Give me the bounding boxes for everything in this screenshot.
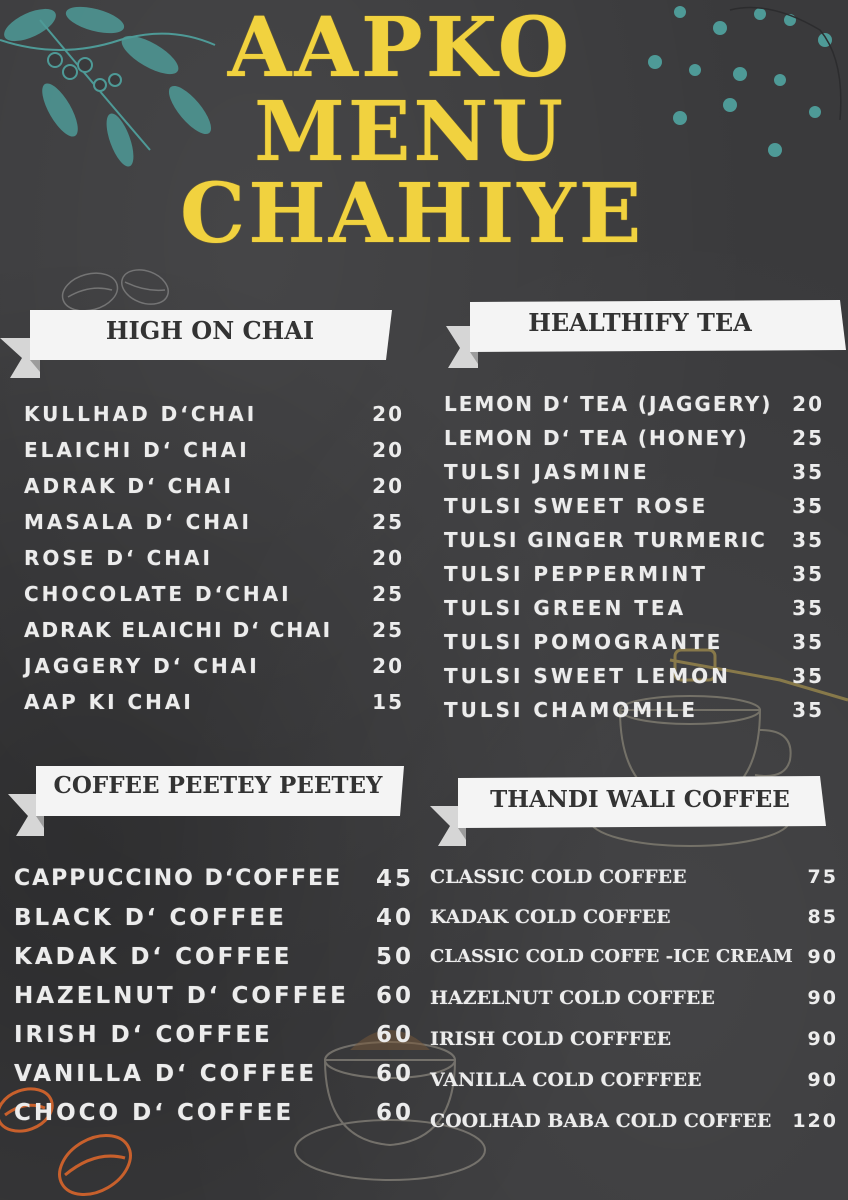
item-price: 25 (372, 618, 404, 642)
item-name: CLASSIC COLD COFFEE (430, 866, 687, 888)
item-name: ADRAK ELAICHI D‘ CHAI (24, 618, 333, 642)
coffee-beans-decoration (0, 1080, 150, 1200)
item-price: 20 (372, 402, 404, 426)
item-price: 50 (375, 944, 414, 970)
list-item (444, 494, 824, 520)
list-item (430, 987, 838, 1015)
item-name: CLASSIC COLD COFFE -ICE CREAM (430, 946, 793, 967)
item-name: CHOCO D‘ COFFEE (14, 1100, 295, 1126)
item-price: 90 (807, 946, 838, 968)
item-price: 90 (807, 1069, 838, 1091)
item-price: 25 (372, 582, 404, 606)
list-item (24, 618, 404, 644)
item-name: ELAICHI D‘ CHAI (24, 438, 250, 462)
item-name: VANILLA COLD COFFFEE (430, 1069, 702, 1091)
list-item (444, 392, 824, 418)
list-item (430, 946, 838, 974)
list-item (24, 582, 404, 608)
title-line-3: CHAHIYE (180, 166, 645, 262)
item-name: KULLHAD D‘CHAI (24, 402, 258, 426)
item-price: 20 (792, 392, 824, 416)
list-item (24, 474, 404, 500)
item-price: 85 (807, 906, 838, 928)
list-item (444, 460, 824, 486)
item-name: KADAK COLD COFFEE (430, 906, 671, 928)
list-item (14, 1100, 414, 1130)
item-price: 20 (372, 654, 404, 678)
list-item (14, 944, 414, 974)
item-price: 20 (372, 438, 404, 462)
item-price: 60 (375, 1100, 414, 1126)
item-name: LEMON D‘ TEA (JAGGERY) (444, 392, 773, 416)
item-price: 40 (375, 905, 414, 931)
item-price: 20 (372, 546, 404, 570)
item-name: TULSI GREEN TEA (444, 596, 687, 620)
item-name: COOLHAD BABA COLD COFFEE (430, 1110, 772, 1132)
list-item (444, 562, 824, 588)
list-item (24, 510, 404, 536)
item-price: 35 (792, 596, 824, 620)
item-name: LEMON D‘ TEA (HONEY) (444, 426, 749, 450)
list-item (430, 1110, 838, 1138)
item-name: MASALA D‘ CHAI (24, 510, 252, 534)
item-price: 35 (792, 630, 824, 654)
list-item (444, 630, 824, 656)
list-item (430, 906, 838, 934)
item-name: TULSI PEPPERMINT (444, 562, 708, 586)
item-price: 35 (792, 562, 824, 586)
list-item (24, 438, 404, 464)
item-price: 90 (807, 987, 838, 1009)
list-item (14, 983, 414, 1013)
item-name: BLACK D‘ COFFEE (14, 905, 287, 931)
section-heading-tea: HEALTHIFY TEA (528, 308, 752, 337)
item-name: VANILLA D‘ COFFEE (14, 1061, 318, 1087)
list-item (14, 905, 414, 935)
item-name: CAPPUCCINO D‘COFFEE (14, 866, 343, 891)
item-price: 35 (792, 460, 824, 484)
item-name: TULSI GINGER TURMERIC (444, 528, 767, 552)
list-item (430, 866, 838, 894)
list-item (24, 690, 404, 716)
item-price: 20 (372, 474, 404, 498)
item-name: JAGGERY D‘ CHAI (24, 654, 260, 678)
item-name: IRISH COLD COFFFEE (430, 1028, 672, 1050)
list-item (430, 1028, 838, 1056)
item-name: ADRAK D‘ CHAI (24, 474, 234, 498)
list-item (444, 698, 824, 724)
list-item (444, 664, 824, 690)
list-item (430, 1069, 838, 1097)
item-name: IRISH D‘ COFFEE (14, 1022, 273, 1048)
item-name: HAZELNUT D‘ COFFEE (14, 983, 349, 1009)
list-item (24, 546, 404, 572)
item-name: TULSI SWEET LEMON (444, 664, 731, 688)
list-item (14, 1022, 414, 1052)
item-name: TULSI CHAMOMILE (444, 698, 698, 722)
title-line-2: MENU (254, 84, 566, 180)
list-item (24, 402, 404, 428)
list-item (14, 866, 414, 896)
item-name: HAZELNUT COLD COFFEE (430, 987, 715, 1009)
item-price: 35 (792, 664, 824, 688)
title-line-1: AAPKO (227, 0, 573, 96)
item-price: 60 (375, 1022, 414, 1048)
item-name: ROSE D‘ CHAI (24, 546, 213, 570)
item-price: 90 (807, 1028, 838, 1050)
item-price: 15 (372, 690, 404, 714)
item-name: TULSI SWEET ROSE (444, 494, 709, 518)
list-item (444, 528, 824, 554)
item-price: 60 (375, 983, 414, 1009)
section-heading-chai: HIGH ON CHAI (105, 316, 315, 345)
item-price: 35 (792, 494, 824, 518)
item-price: 35 (792, 528, 824, 552)
item-name: KADAK D‘ COFFEE (14, 944, 293, 970)
list-item (14, 1061, 414, 1091)
item-price: 120 (792, 1110, 838, 1132)
section-heading-coffee: COFFEE PEETEY PEETEY (53, 772, 383, 799)
item-price: 25 (372, 510, 404, 534)
item-name: AAP KI CHAI (24, 690, 194, 714)
list-item (444, 596, 824, 622)
item-name: TULSI POMOGRANTE (444, 630, 724, 654)
item-price: 75 (807, 866, 838, 888)
teal-dots-decoration (620, 0, 848, 170)
item-name: TULSI JASMINE (444, 460, 650, 484)
list-item (444, 426, 824, 452)
list-item (24, 654, 404, 680)
item-price: 25 (792, 426, 824, 450)
section-heading-cold-coffee: THANDI WALI COFFEE (490, 786, 790, 813)
item-name: CHOCOLATE D‘CHAI (24, 582, 292, 606)
item-price: 60 (375, 1061, 414, 1087)
item-price: 35 (792, 698, 824, 722)
item-price: 45 (375, 866, 414, 892)
